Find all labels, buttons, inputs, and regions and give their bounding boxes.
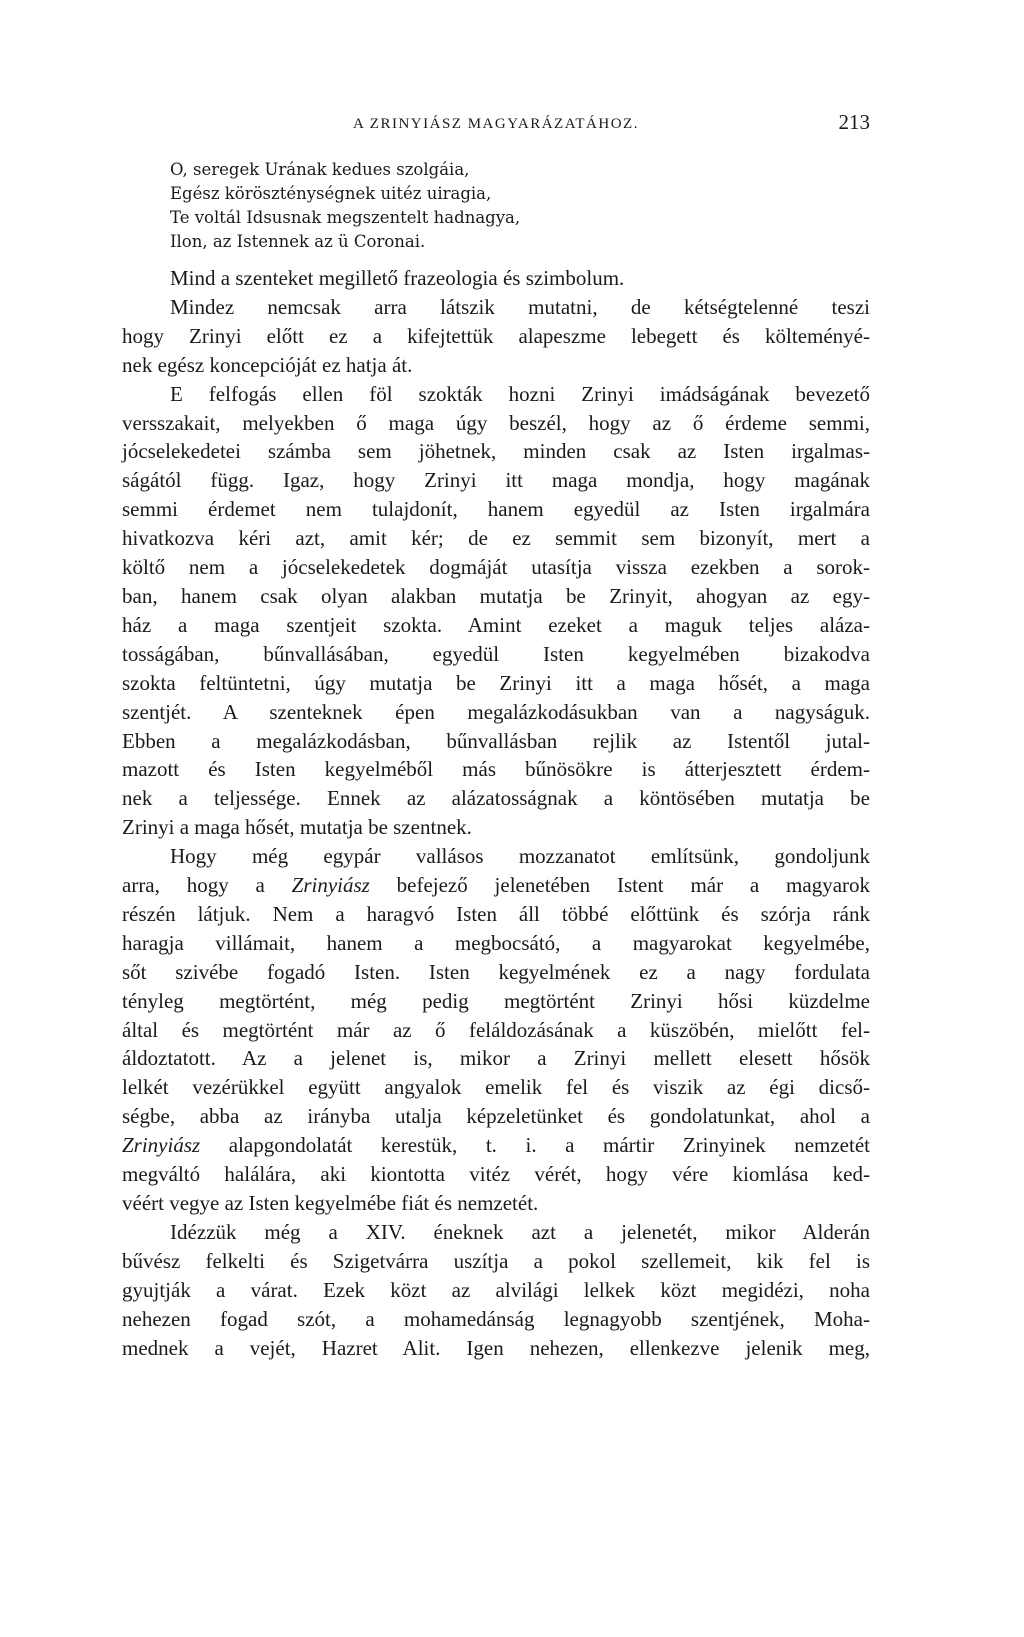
text-line: lelkét vezérükkel együtt angyalok emelik fel és viszik az égi dicső- xyxy=(122,1075,870,1100)
text-line: gyujtják a várat. Ezek közt az alvilági lelkek közt megidézi, noha xyxy=(122,1277,870,1302)
text-line: szentjét. A szenteknek épen megalázkodásukban van a nagyságuk. xyxy=(122,699,870,724)
text-line: költő nem a jócselekedetek dogmáját utasítja vissza ezekben a sorok- xyxy=(122,555,870,580)
text-line: részén látjuk. Nem a haragvó Isten áll többé előttünk és szórja ránk xyxy=(122,901,870,926)
text-line: tosságában, bűnvallásában, egyedül Isten kegyelmében bizakodva xyxy=(122,641,870,666)
text-line: véért vegye az Isten kegyelmébe fiát és nemzetét. xyxy=(122,1191,539,1215)
text-line: haragja villámait, hanem a megbocsátó, a magyarokat kegyelmébe, xyxy=(122,930,870,955)
verse-quote xyxy=(122,158,870,254)
running-title: A ZRINYIÁSZ MAGYARÁZATÁHOZ. xyxy=(353,116,639,132)
text-line: Mind a szenteket megillető frazeologia és szimbolum. xyxy=(170,266,625,290)
text-line: hivatkozva kéri azt, amit kér; de ez semmit sem bizonyít, mert a xyxy=(122,526,870,551)
text-line: szokta feltüntetni, úgy mutatja be Zrinyi itt a maga hősét, a maga xyxy=(122,670,870,695)
text-line: ságától függ. Igaz, hogy Zrinyi itt maga mondja, hogy magának xyxy=(122,468,870,493)
text-segment: arra, hogy a xyxy=(122,873,292,898)
text-segment: befejező jelenetében Istent már a magyarok xyxy=(369,873,871,898)
text-line xyxy=(122,871,870,900)
text-line: mednek a vejét, Hazret Alit. Igen nehezen, ellenkezve jelenik meg, xyxy=(122,1335,870,1360)
book-page xyxy=(122,100,870,1362)
text-line: semmi érdemet nem tulajdonít, hanem egyedül az Isten irgalmára xyxy=(122,497,870,522)
text-line: nehezen fogad szót, a mohamedánság legnagyobb szentjének, Moha- xyxy=(122,1306,870,1331)
running-head xyxy=(122,100,870,134)
text-line: megváltó halálára, aki kiontotta vitéz vérét, hogy vére kiomlása ked- xyxy=(122,1162,870,1187)
paragraph-3 xyxy=(122,380,870,843)
text-line: versszakait, melyekben ő maga úgy beszél, hogy az ő érdeme semmi, xyxy=(122,410,870,435)
text-line: Idézzük még a XIV. éneknek azt a jelenetét, mikor Alderán xyxy=(170,1219,870,1244)
text-line: Zrinyi a maga hősét, mutatja be szentnek. xyxy=(122,815,472,840)
text-line: Hogy még egypár vallásos mozzanatot említsünk, gondoljunk xyxy=(170,844,870,869)
text-line: nek a teljessége. Ennek az alázatosságnak a köntösében mutatja be xyxy=(122,786,870,811)
paragraph-5 xyxy=(122,1218,870,1363)
text-line: Mindez nemcsak arra látszik mutatni, de kétségtelenné teszi xyxy=(170,294,870,319)
page-number: 213 xyxy=(838,110,870,134)
text-line: áldoztatott. Az a jelenet is, mikor a Zrinyi mellett elesett hősök xyxy=(122,1046,870,1071)
text-line: jócselekedetei számba sem jöhetnek, minden csak az Isten irgalmas- xyxy=(122,439,870,464)
text-line: ház a maga szentjeit szokta. Amint ezeket a maguk teljes aláza- xyxy=(122,612,870,637)
text-line: tényleg megtörtént, még pedig megtörtént Zrinyi hősi küzdelme xyxy=(122,988,870,1013)
work-title-italic: Zrinyiász xyxy=(122,1133,201,1158)
text-line: ban, hanem csak olyan alakban mutatja be Zrinyit, ahogyan az egy- xyxy=(122,583,870,608)
verse-line: Te voltál Idsusnak megszentelt hadnagya, xyxy=(170,208,521,227)
text-line: által és megtörtént már az ő feláldozásának a küszöbén, mielőtt fel- xyxy=(122,1017,870,1042)
text-line xyxy=(122,1131,870,1160)
text-segment: alapgondolatát kerestük, t. i. a mártir Zrinyinek nemzetét xyxy=(200,1133,870,1158)
text-line: E felfogás ellen föl szokták hozni Zrinyi imádságának bevezető xyxy=(170,381,870,406)
paragraph-4 xyxy=(122,842,870,1218)
verse-line: Egész köröszténységnek uitéz uiragia, xyxy=(170,184,492,203)
text-line: hogy Zrinyi előtt ez a kifejtettük alapeszme lebegett és költeményé- xyxy=(122,323,870,348)
verse-line: O, seregek Urának kedues szolgáia, xyxy=(170,160,470,179)
text-line: mazott és Isten kegyelméből más bűnösökre is átterjesztett érdem- xyxy=(122,757,870,782)
paragraph-2 xyxy=(122,293,870,380)
text-line: sőt szivébe fogadó Isten. Isten kegyelmének ez a nagy fordulata xyxy=(122,959,870,984)
paragraph-1 xyxy=(122,264,870,293)
work-title-italic: Zrinyiász xyxy=(291,873,370,898)
text-line: bűvész felkelti és Szigetvárra uszítja a pokol szellemeit, kik fel is xyxy=(122,1248,870,1273)
text-line: Ebben a megalázkodásban, bűnvallásban rejlik az Istentől jutal- xyxy=(122,728,870,753)
text-line: ségbe, abba az irányba utalja képzeletünket és gondolatunkat, ahol a xyxy=(122,1104,870,1129)
verse-line: Ilon, az Istennek az ü Coronai. xyxy=(170,232,426,251)
text-line: nek egész koncepcióját ez hatja át. xyxy=(122,352,413,377)
